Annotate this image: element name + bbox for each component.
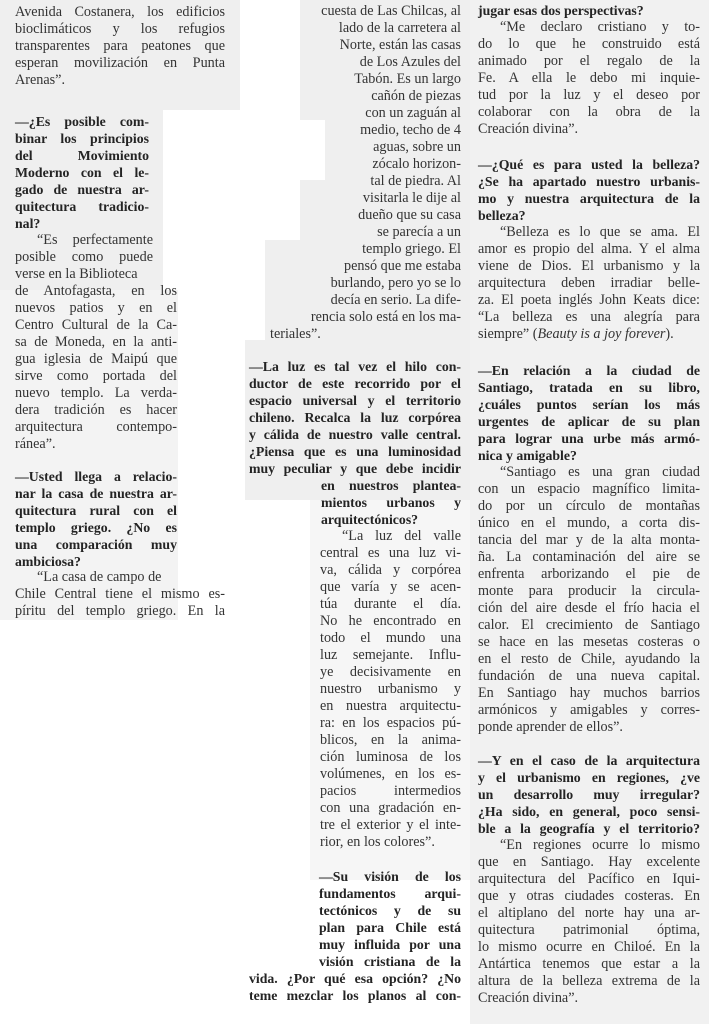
text-line: ¿Piensa que es una luminosidad (249, 444, 461, 459)
question-4-continued (478, 2, 700, 19)
text-line: para lograr una urbe más armó- (478, 431, 700, 446)
text-line: “Es perfectamente (37, 232, 153, 248)
text-line: pensó que me estaba (343, 258, 461, 274)
text-line: —¿Qué es para usted la belleza? (478, 157, 700, 172)
text-line: “Belleza es lo que se ama. El (500, 224, 700, 240)
text-line: teme mezclar los planos al con- (249, 988, 461, 1003)
answer-7 (478, 837, 700, 1007)
text-line: templo griego. El (362, 241, 461, 257)
text-line: túa durante el día. (320, 596, 461, 612)
text-line: verse en la Biblioteca (15, 266, 138, 282)
text-line: ¿cuáles puntos serían los más (478, 397, 700, 412)
text-line: teriales”. (270, 326, 321, 342)
question-4-cont (249, 970, 461, 1004)
text-line: se hace en las mesetas costeras o (478, 634, 700, 650)
answer-2-continued (245, 3, 461, 343)
text-line: blicos, en la anima- (320, 732, 461, 748)
text-line: ¿Ha sido, en general, poco sensi- (478, 804, 700, 819)
text-line: un desarrollo muy irregular? (478, 787, 700, 802)
text-line: transparentes para peatones que (15, 38, 225, 54)
text-line: sirve como portada del (15, 368, 177, 384)
text-line: No he encontrado en (320, 613, 461, 629)
text-fragment: ). (665, 326, 674, 342)
text-line: y cálida de nuestro valle central. (249, 427, 461, 442)
text-line: esperan movilización en Punta (15, 55, 225, 71)
answer-1 (15, 232, 153, 283)
text-line: Fe. A ella le debo mi inquie- (478, 70, 700, 86)
text-fragment: siempre” ( (478, 326, 538, 342)
text-line: nuevo templo. La verda- (15, 385, 177, 401)
text-line: En Santiago hay muchos barrios (478, 685, 700, 701)
text-line: ña. La contaminación del aire se (478, 549, 700, 565)
text-line: ción del aire desde el frío hacia el (478, 600, 700, 616)
text-line: cuesta de Las Chilcas, al (321, 3, 461, 19)
text-line: ble a la geografía y el territorio? (478, 821, 700, 836)
text-line: mientos urbanos y (321, 495, 461, 510)
text-line: “En regiones ocurre lo mismo (500, 837, 700, 853)
answer-2-start (15, 569, 225, 620)
text-line: Norte, están las casas (339, 37, 461, 53)
text-line: fundación de una nueva capital. (478, 668, 700, 684)
text-line: enfrenta arborizando el pie de (478, 566, 700, 582)
text-line: —En relación a la ciudad de (478, 363, 700, 378)
text-line: muy influida por una (319, 937, 461, 952)
text-line: “Me declaro cristiano y to- (500, 19, 700, 35)
text-line: bioclimáticos y los refugios (15, 21, 225, 37)
text-line: ambiciosa? (15, 554, 81, 569)
text-line: en nuestros plantea- (321, 478, 461, 493)
text-line: decía en serio. La dife- (330, 292, 461, 308)
question-1 (15, 113, 149, 232)
text-line: central es una luz vi- (320, 545, 461, 561)
text-line: lo mismo ocurre en Chiloé. En la (478, 939, 700, 955)
text-line: nuestro urbanismo y (320, 681, 461, 697)
text-line: mo y nuestra arquitectura de la (478, 191, 700, 206)
text-line: del Movimiento (15, 148, 149, 163)
text-line: tre el exterior y el inte- (320, 817, 461, 833)
text-line: “La casa de campo de (37, 569, 162, 585)
text-line: tud por la luz y el deseo por (478, 87, 700, 103)
text-line: Tabón. Es un largo (354, 71, 461, 87)
text-line: calor. El crecimiento de Santiago (478, 617, 700, 633)
text-line: ductor de este recorrido por el (249, 376, 461, 391)
text-line: quitectura tradicio- (15, 199, 149, 214)
question-2 (15, 468, 177, 570)
text-line: ye decisivamente en (320, 664, 461, 680)
text-line: Santiago, tratada en su libro, (478, 380, 700, 395)
text-line: burlando, pero yo se lo (330, 275, 461, 291)
text-line: Creación divina”. (478, 990, 579, 1006)
text-line: el altiplano del norte hay una ar- (478, 905, 700, 921)
text-line: tancia del mar y de la alta monta- (478, 532, 700, 548)
text-line: con un zaguán al (365, 105, 461, 121)
text-line: Moderno con el le- (15, 165, 149, 180)
text-line: ¿Se ha apartado nuestro urbanis- (478, 174, 700, 189)
text-line: do lo que he construido está (478, 36, 700, 52)
text-line: dera tradición es hacer (15, 402, 177, 418)
text-line: quitectura rural con el (15, 503, 177, 518)
text-line: altura de la belleza extrema de la (478, 973, 700, 989)
text-line: luz semejante. Influ- (320, 647, 461, 663)
text-line: va, cálida y corpórea (320, 562, 461, 578)
text-line: “Santiago es una gran ciudad (500, 464, 700, 480)
text-line: binar los principios (15, 131, 149, 146)
text-line: belleza? (478, 208, 526, 223)
text-line: en el resto de Chile, ayudando la (478, 651, 700, 667)
text-line: que varía y se acen- (320, 579, 461, 595)
text-line: lado de la carretera al (338, 20, 461, 36)
text-line: único en el mundo, a corta dis- (478, 515, 700, 531)
text-line: ránea”. (15, 436, 56, 452)
question-7 (478, 752, 700, 837)
text-line: Arenas”. (15, 72, 66, 88)
text-line: rencia solo está en los ma- (310, 309, 461, 325)
text-line: chileno. Recalca la luz corpórea (249, 410, 461, 425)
text-line: Chile Central tiene el mismo es- (15, 586, 225, 602)
text-line: za. El poeta inglés John Keats dice: (478, 292, 700, 308)
text-line: Antártica tenemos que estar a la (478, 956, 700, 972)
text-line: arquitectura contempo- (15, 419, 177, 435)
text-line: y el urbanismo en regiones, ¿ve (478, 770, 700, 785)
text-line: templo griego. ¿No es (15, 520, 177, 535)
text-line: con una gradación en- (320, 800, 461, 816)
text-line: urgentes de aplicar de su plan (478, 414, 700, 429)
text-line: “La belleza es una alegría para (478, 309, 700, 325)
text-line: que en Santiago. Hay excelente (478, 854, 700, 870)
text-line: muy peculiar y que debe incidir (249, 461, 461, 476)
text-line: de Los Azules del (359, 54, 461, 70)
text-line: ción luminosa de los (320, 749, 461, 765)
text-line: tectónicos y de su (319, 903, 461, 918)
text-line: volúmenes, en los es- (320, 766, 461, 782)
text-line: tal de piedra. Al (370, 173, 461, 189)
text-line: en nuestra arquitectu- (320, 698, 461, 714)
text-line: amor es propio del alma. Y el alma (478, 241, 700, 257)
text-line: de Antofagasta, en los (15, 283, 177, 299)
text-line: gua iglesia de Maipú que (15, 351, 177, 367)
text-line: do por un círculo de montañas (478, 498, 700, 514)
text-line: Creación divina”. (478, 121, 579, 137)
text-line: píritu del templo griego. En la (15, 603, 225, 619)
question-6 (478, 362, 700, 464)
text-line: quitectura patrimonial óptima, (478, 922, 700, 938)
text-line: —¿Es posible com- (15, 114, 149, 129)
text-line: sa de Moneda, en la anti- (15, 334, 177, 350)
text-line: —La luz es tal vez el hilo con- (249, 359, 461, 374)
answer-3 (320, 528, 461, 851)
text-line: espacio universal y el territorio (249, 393, 461, 408)
text-line: monte para producir la circula- (478, 583, 700, 599)
text-line: visión cristiana de la (319, 954, 461, 969)
text-line: —Su visión de los (319, 869, 461, 884)
text-line: armónicos y amigables y corres- (478, 702, 700, 718)
answer-4 (478, 19, 700, 138)
text-line: cañón de piezas (371, 88, 461, 104)
text-line: rior, en los colores”. (320, 834, 435, 850)
text-line: arquitectura del Pacífico en Iqui- (478, 871, 700, 887)
text-line: vida. ¿Por qué esa opción? ¿No (249, 971, 461, 986)
text-line: aguas, sobre un (373, 139, 461, 155)
text-line: ra: en los espacios pú- (320, 715, 461, 731)
text-line: ponde aprender de ellos”. (478, 719, 623, 735)
text-line: nuevos patios y en el (15, 300, 177, 316)
text-line: gado de nuestra ar- (15, 182, 149, 197)
text-line: Avenida Costanera, los edificios (15, 4, 225, 20)
text-line: Centro Cultural de la Ca- (15, 317, 177, 333)
text-line: arquitectónicos? (321, 512, 419, 527)
answer-6 (478, 464, 700, 736)
text-line: nica y amigable? (478, 448, 577, 463)
text-line: —Usted llega a relacio- (15, 469, 177, 484)
answer-1-cont (15, 283, 177, 453)
text-line: “La luz del valle (342, 528, 461, 544)
text-line: se parecía a un (377, 224, 461, 240)
text-line: plan para Chile está (319, 920, 461, 935)
text-line: arquitectura deben irradiar belle- (478, 275, 700, 291)
text-line: todo el mundo una (320, 630, 461, 646)
text-line (478, 326, 700, 343)
answer-0-continued (15, 4, 225, 89)
text-line: animado por el regalo de la (478, 53, 700, 69)
question-3 (249, 358, 461, 477)
italic-quote: Beauty is a joy forever (537, 326, 666, 342)
text-line: jugar esas dos perspectivas? (478, 3, 644, 18)
text-line: con un espacio magnífico limita- (478, 481, 700, 497)
text-line: colaborar con la obra de la (478, 104, 700, 120)
text-line: visitarla le dije al (362, 190, 461, 206)
text-line: pacios intermedios (320, 783, 461, 799)
text-line: posible como puede (15, 249, 153, 265)
question-5 (478, 156, 700, 224)
question-4 (319, 868, 461, 970)
text-line: nar la casa de nuestra ar- (15, 486, 177, 501)
answer-5 (478, 224, 700, 343)
text-line: una comparación muy (15, 537, 177, 552)
text-line: dueño que su casa (358, 207, 461, 223)
text-line: viene de Dios. El urbanismo y la (478, 258, 700, 274)
text-line: fundamentos arqui- (319, 886, 461, 901)
text-line: que y otras ciudades costeras. En (478, 888, 700, 904)
text-line: —Y en el caso de la arquitectura (478, 753, 700, 768)
text-line: nal? (15, 216, 41, 231)
text-line: medio, techo de 4 (360, 122, 461, 138)
question-3-cont (321, 477, 461, 528)
text-line: zócalo horizon- (372, 156, 461, 172)
